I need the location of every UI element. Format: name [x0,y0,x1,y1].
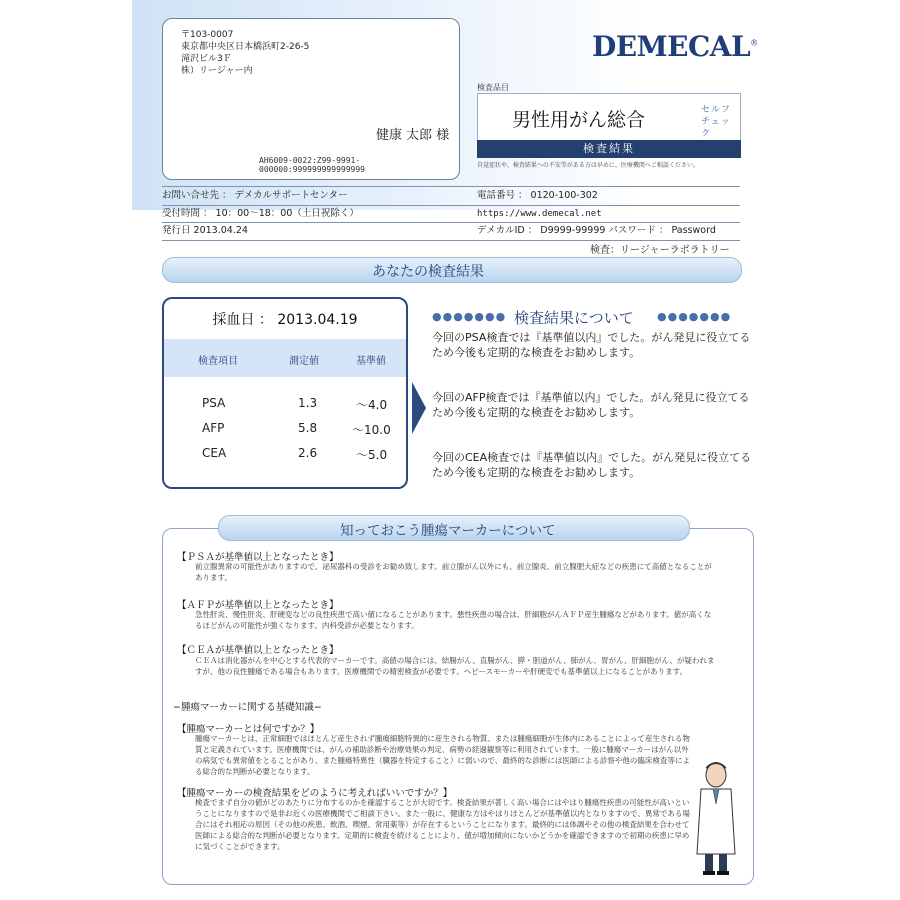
cea-section-body: ＣＥＡは消化器がんを中心とする代表的マーカーです。高値の場合には、結腸がん、直腸がん、膵・胆道がん、肺がん、胃がん、肝細胞がん、が疑われますが、他の良性腫瘍である場合もあります。医療機関での精密検査が必要です。ヘビースモーカーや肝硬変でも基準値以上になることがあります。 [195,656,715,676]
psa-comment: 今回のPSA検査では『基準値以内』でした。がん発見に役立てるため今後も定期的な検査をお勧めします。 [432,331,751,359]
recipient-name: 健康 太郎 様 [376,128,450,143]
address-line-2: 滝沢ビル3Ｆ [181,54,232,64]
logo-text: DEMECAL [592,30,751,63]
hours-info: 受付時間 ： 10：00〜18：00（土日祝除く） [162,208,359,219]
test-item-label: 検査品目 [477,83,509,92]
row-cea-value: 2.6 [298,446,318,460]
row-psa-value: 1.3 [298,396,318,410]
tracking-code: AH6009-0022:Z99-9991-000000:999999999999999 [259,156,365,174]
arrow-right-icon [412,382,426,434]
tumor-marker-card [162,528,754,885]
result-card [162,297,408,489]
website-link[interactable]: https://www.demecal.net [477,209,602,219]
interpret-result-body: 検査でまず自分の値がどのあたりに分布するのかを確認することが大切です。検査結果が著しく高い場合にはやはり腫瘍性疾患の可能性が高いということになりますので是非お近くの医療機関でご相談下さい。また一般に、健康な方はやはりほとんどが基準値以内となりますので、異常である場合にはそれ相応の原因（その他の疾患、飲酒、喫煙、常用薬等）が存在するということになります。最終的には体調やその他の検査結果を合わせて医師による総合的な判断が必要となります。定期的に検査を続けることにより、値が増加傾向にないかどうかを確認できますので初期の疾患に早めに気づくことができます。 [195,798,690,851]
doctor-illustration [691,759,741,879]
self-check-label [701,104,740,140]
what-is-marker-body: 腫瘍マーカーとは、正常細胞ではほとんど産生されず腫瘍細胞特異的に産生される物質、または腫瘍細胞が生体内にあることによって産生される物質と定義されています。医療機関では、がんの補助診断や治療効果の判定、病勢の経過観察等に利用されています。一般に腫瘍マーカーはがん以外の病気でも異常値をとることがあり、また腫瘍特異性（臓器を特定すること）に弱いので、最終的な診断には医師による診察や他の臨床検査等による総合的な判断が必要となります。 [195,734,690,776]
results-banner-title: あなたの検査結果 [372,264,484,280]
row-afp-item: AFP [202,421,225,435]
divider [162,186,740,187]
issue-date: 発行日 2013.04.24 [162,225,248,236]
test-result-bar: 検査結果 [477,140,741,158]
psa-section-body: 前立腺異常の可能性がありますので、泌尿器科の受診をお勧め致します。前立腺がん以外にも、前立腺炎、前立腺肥大症などの疾患にて高値となることがあります。 [195,562,712,582]
row-afp-value: 5.8 [298,421,318,435]
address-line-3: 株）リージャー内 [181,66,253,76]
row-cea-item: CEA [202,446,227,460]
psa-section-head: 【ＰＳＡが基準値以上となったとき】 [177,552,339,563]
test-item-box [477,93,741,142]
cea-comment: 今回のCEA検査では『基準値以内』でした。がん発見に役立てるため今後も定期的な検査をお勧めします。 [432,451,752,479]
header-test-item: 検査項目 [198,356,238,367]
interpret-result-head: 【腫瘍マーカーの検査結果をどのように考えればいいですか？】 [177,788,453,799]
login-info: デメカルID ： D9999-99999 パスワード ： Password [477,225,716,236]
contact-info: お問い合せ先 ： デメカルサポートセンター [162,190,348,201]
afp-section-head: 【ＡＦＰが基準値以上となったとき】 [177,600,339,611]
address-lines [181,29,309,77]
row-cea-ref: 〜5.0 [356,448,388,462]
demecal-logo [592,30,758,63]
what-is-marker-head: 【腫瘍マーカーとは何ですか？】 [177,724,320,735]
row-psa-ref: 〜4.0 [356,398,388,412]
self-check-line-2: チェック [701,117,731,139]
afp-comment: 今回のAFP検査では『基準値以内』でした。がん発見に役立てるため今後も定期的な検査をお勧めします。 [432,391,750,419]
dots-right-decoration: ●●●●●●● [657,310,732,323]
address-box [162,18,460,180]
tumor-marker-banner-title: 知っておこう腫瘍マーカーについて [340,523,556,539]
lab-info: 検査：リージャーラボラトリー [590,245,730,256]
phone-info: 電話番号 ： 0120-100-302 [477,190,598,201]
basic-knowledge-head: −腫瘍マーカーに関する基礎知識− [173,702,322,713]
result-table-header [164,339,406,377]
header-reference-value: 基準値 [356,356,386,367]
row-afp-ref: 〜10.0 [352,423,391,437]
afp-section-body: 急性肝炎、慢性肝炎、肝硬変などの良性疾患で高い値になることがあります。悪性疾患の場合は、肝細胞がんＡＦＰ産生腫瘍などがあります。値が高くなるほどがんの可能性が強くなります。内科受診が必要となります。 [195,610,712,630]
postal-code: 〒103-0007 [181,30,234,40]
consult-note: 自覚症状や、検査結果への不安等がある方は早めに、医療機関へご相談ください。 [477,162,699,169]
report-sheet [132,0,770,900]
self-check-line-1: セルフ [701,105,732,115]
dots-left-decoration: ●●●●●●● [432,310,507,323]
address-line-1: 東京都中央区日本橋浜町2-26-5 [181,42,310,52]
header-measured-value: 測定値 [289,356,319,367]
cea-section-head: 【ＣＥＡが基準値以上となったとき】 [177,645,339,656]
about-results-title: 検査結果について [514,309,634,327]
blood-draw-date: 採血日 ： 2013.04.19 [212,312,358,328]
registered-mark: ® [750,38,758,48]
test-item-title: 男性用がん総合 [512,109,646,131]
row-psa-item: PSA [202,396,226,410]
